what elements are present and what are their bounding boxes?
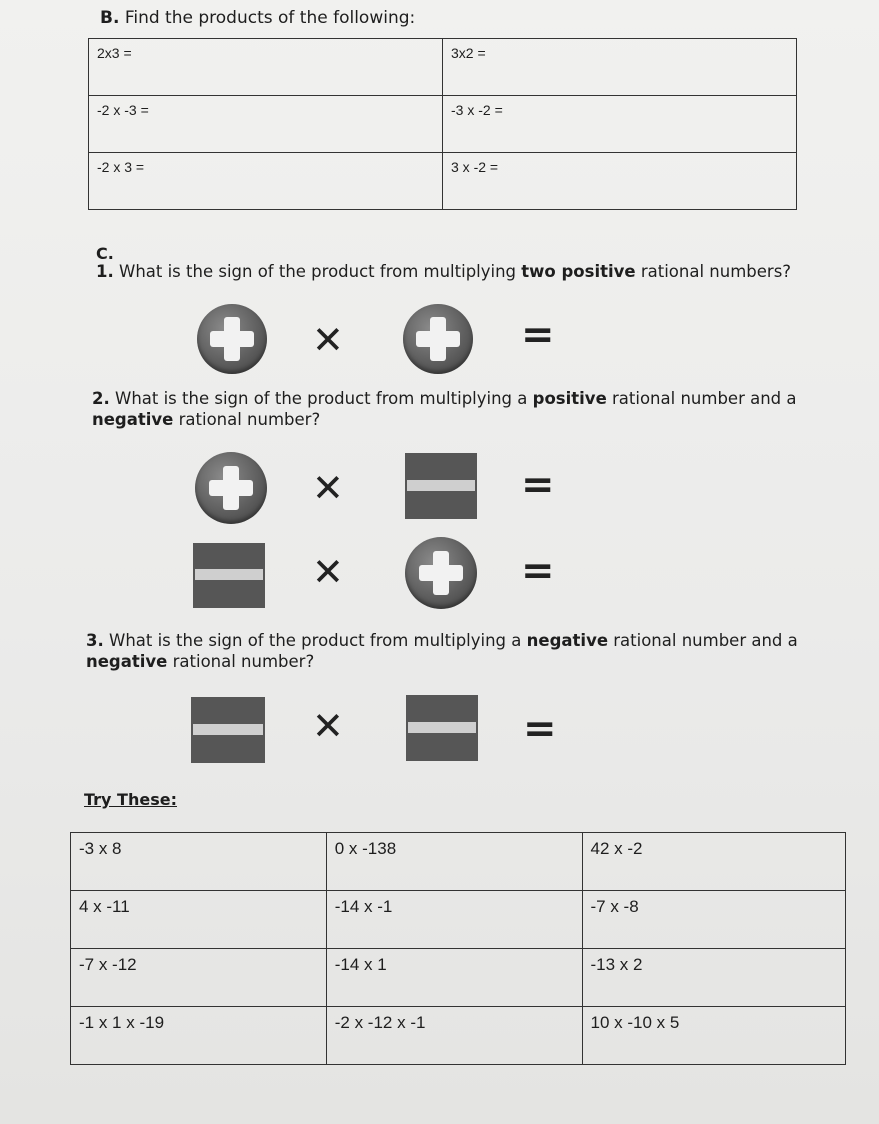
- table-row: [71, 891, 846, 949]
- question-text: rational numbers?: [635, 262, 792, 281]
- table-cell: -7 x -12: [71, 949, 327, 1007]
- question-text: What is the sign of the product from multiplying a: [115, 389, 533, 408]
- table-cell: -2 x -3 =: [89, 96, 443, 153]
- section-c-label: C.: [96, 244, 114, 263]
- question-text: rational number and a: [608, 631, 798, 650]
- table-cell: -2 x 3 =: [89, 153, 443, 210]
- section-b-table: [88, 38, 797, 210]
- table-cell: 3x2 =: [443, 39, 797, 96]
- table-row: [71, 1007, 846, 1065]
- times-sign: ✕: [312, 318, 344, 362]
- table-cell: 0 x -138: [326, 833, 582, 891]
- table-cell: -13 x 2: [582, 949, 846, 1007]
- try-these-table: [70, 832, 846, 1065]
- question-text: rational number and a: [606, 389, 797, 408]
- table-cell: 4 x -11: [71, 891, 327, 949]
- question-number: 1.: [96, 262, 114, 281]
- minus-sign-icon: [191, 697, 265, 763]
- table-cell: 3 x -2 =: [443, 153, 797, 210]
- equals-sign: =: [521, 312, 555, 358]
- table-row: [89, 96, 797, 153]
- question-2: [92, 388, 812, 430]
- question-emphasis: two positive: [521, 262, 636, 281]
- times-sign: ✕: [312, 550, 344, 594]
- equals-sign: =: [521, 548, 555, 594]
- minus-sign-icon: [406, 695, 478, 761]
- question-3: [86, 630, 816, 672]
- question-text: rational number?: [167, 652, 315, 671]
- table-row: [89, 153, 797, 210]
- section-b-label: B.: [100, 8, 120, 28]
- question-emphasis: positive: [532, 389, 607, 408]
- table-cell: 42 x -2: [582, 833, 846, 891]
- table-cell: -7 x -8: [582, 891, 846, 949]
- table-cell: 2x3 =: [89, 39, 443, 96]
- times-sign: ✕: [312, 704, 344, 748]
- table-row: [89, 39, 797, 96]
- plus-sign-icon: [195, 452, 267, 524]
- minus-sign-icon: [405, 453, 477, 519]
- table-cell: -3 x 8: [71, 833, 327, 891]
- question-number: 2.: [92, 389, 110, 408]
- question-emphasis: negative: [92, 410, 174, 429]
- table-row: [71, 949, 846, 1007]
- table-cell: -14 x -1: [326, 891, 582, 949]
- plus-sign-icon: [405, 537, 477, 609]
- table-row: [71, 833, 846, 891]
- section-b-instruction: Find the products of the following:: [124, 8, 416, 28]
- equals-sign: =: [521, 462, 555, 508]
- question-text: rational number?: [173, 410, 321, 429]
- question-text: What is the sign of the product from multiplying: [119, 262, 522, 281]
- plus-sign-icon: [197, 304, 267, 374]
- question-number: 3.: [86, 631, 104, 650]
- table-cell: -14 x 1: [326, 949, 582, 1007]
- section-b-heading: [100, 8, 415, 28]
- try-these-title: Try These:: [84, 790, 177, 809]
- table-cell: -1 x 1 x -19: [71, 1007, 327, 1065]
- equals-sign: =: [523, 706, 557, 752]
- question-emphasis: negative: [526, 631, 609, 650]
- question-1: [96, 261, 816, 282]
- table-cell: 10 x -10 x 5: [582, 1007, 846, 1065]
- plus-sign-icon: [403, 304, 473, 374]
- table-cell: -2 x -12 x -1: [326, 1007, 582, 1065]
- table-cell: -3 x -2 =: [443, 96, 797, 153]
- question-text: What is the sign of the product from multiplying a: [109, 631, 527, 650]
- question-emphasis: negative: [86, 652, 168, 671]
- minus-sign-icon: [193, 543, 265, 608]
- times-sign: ✕: [312, 466, 344, 510]
